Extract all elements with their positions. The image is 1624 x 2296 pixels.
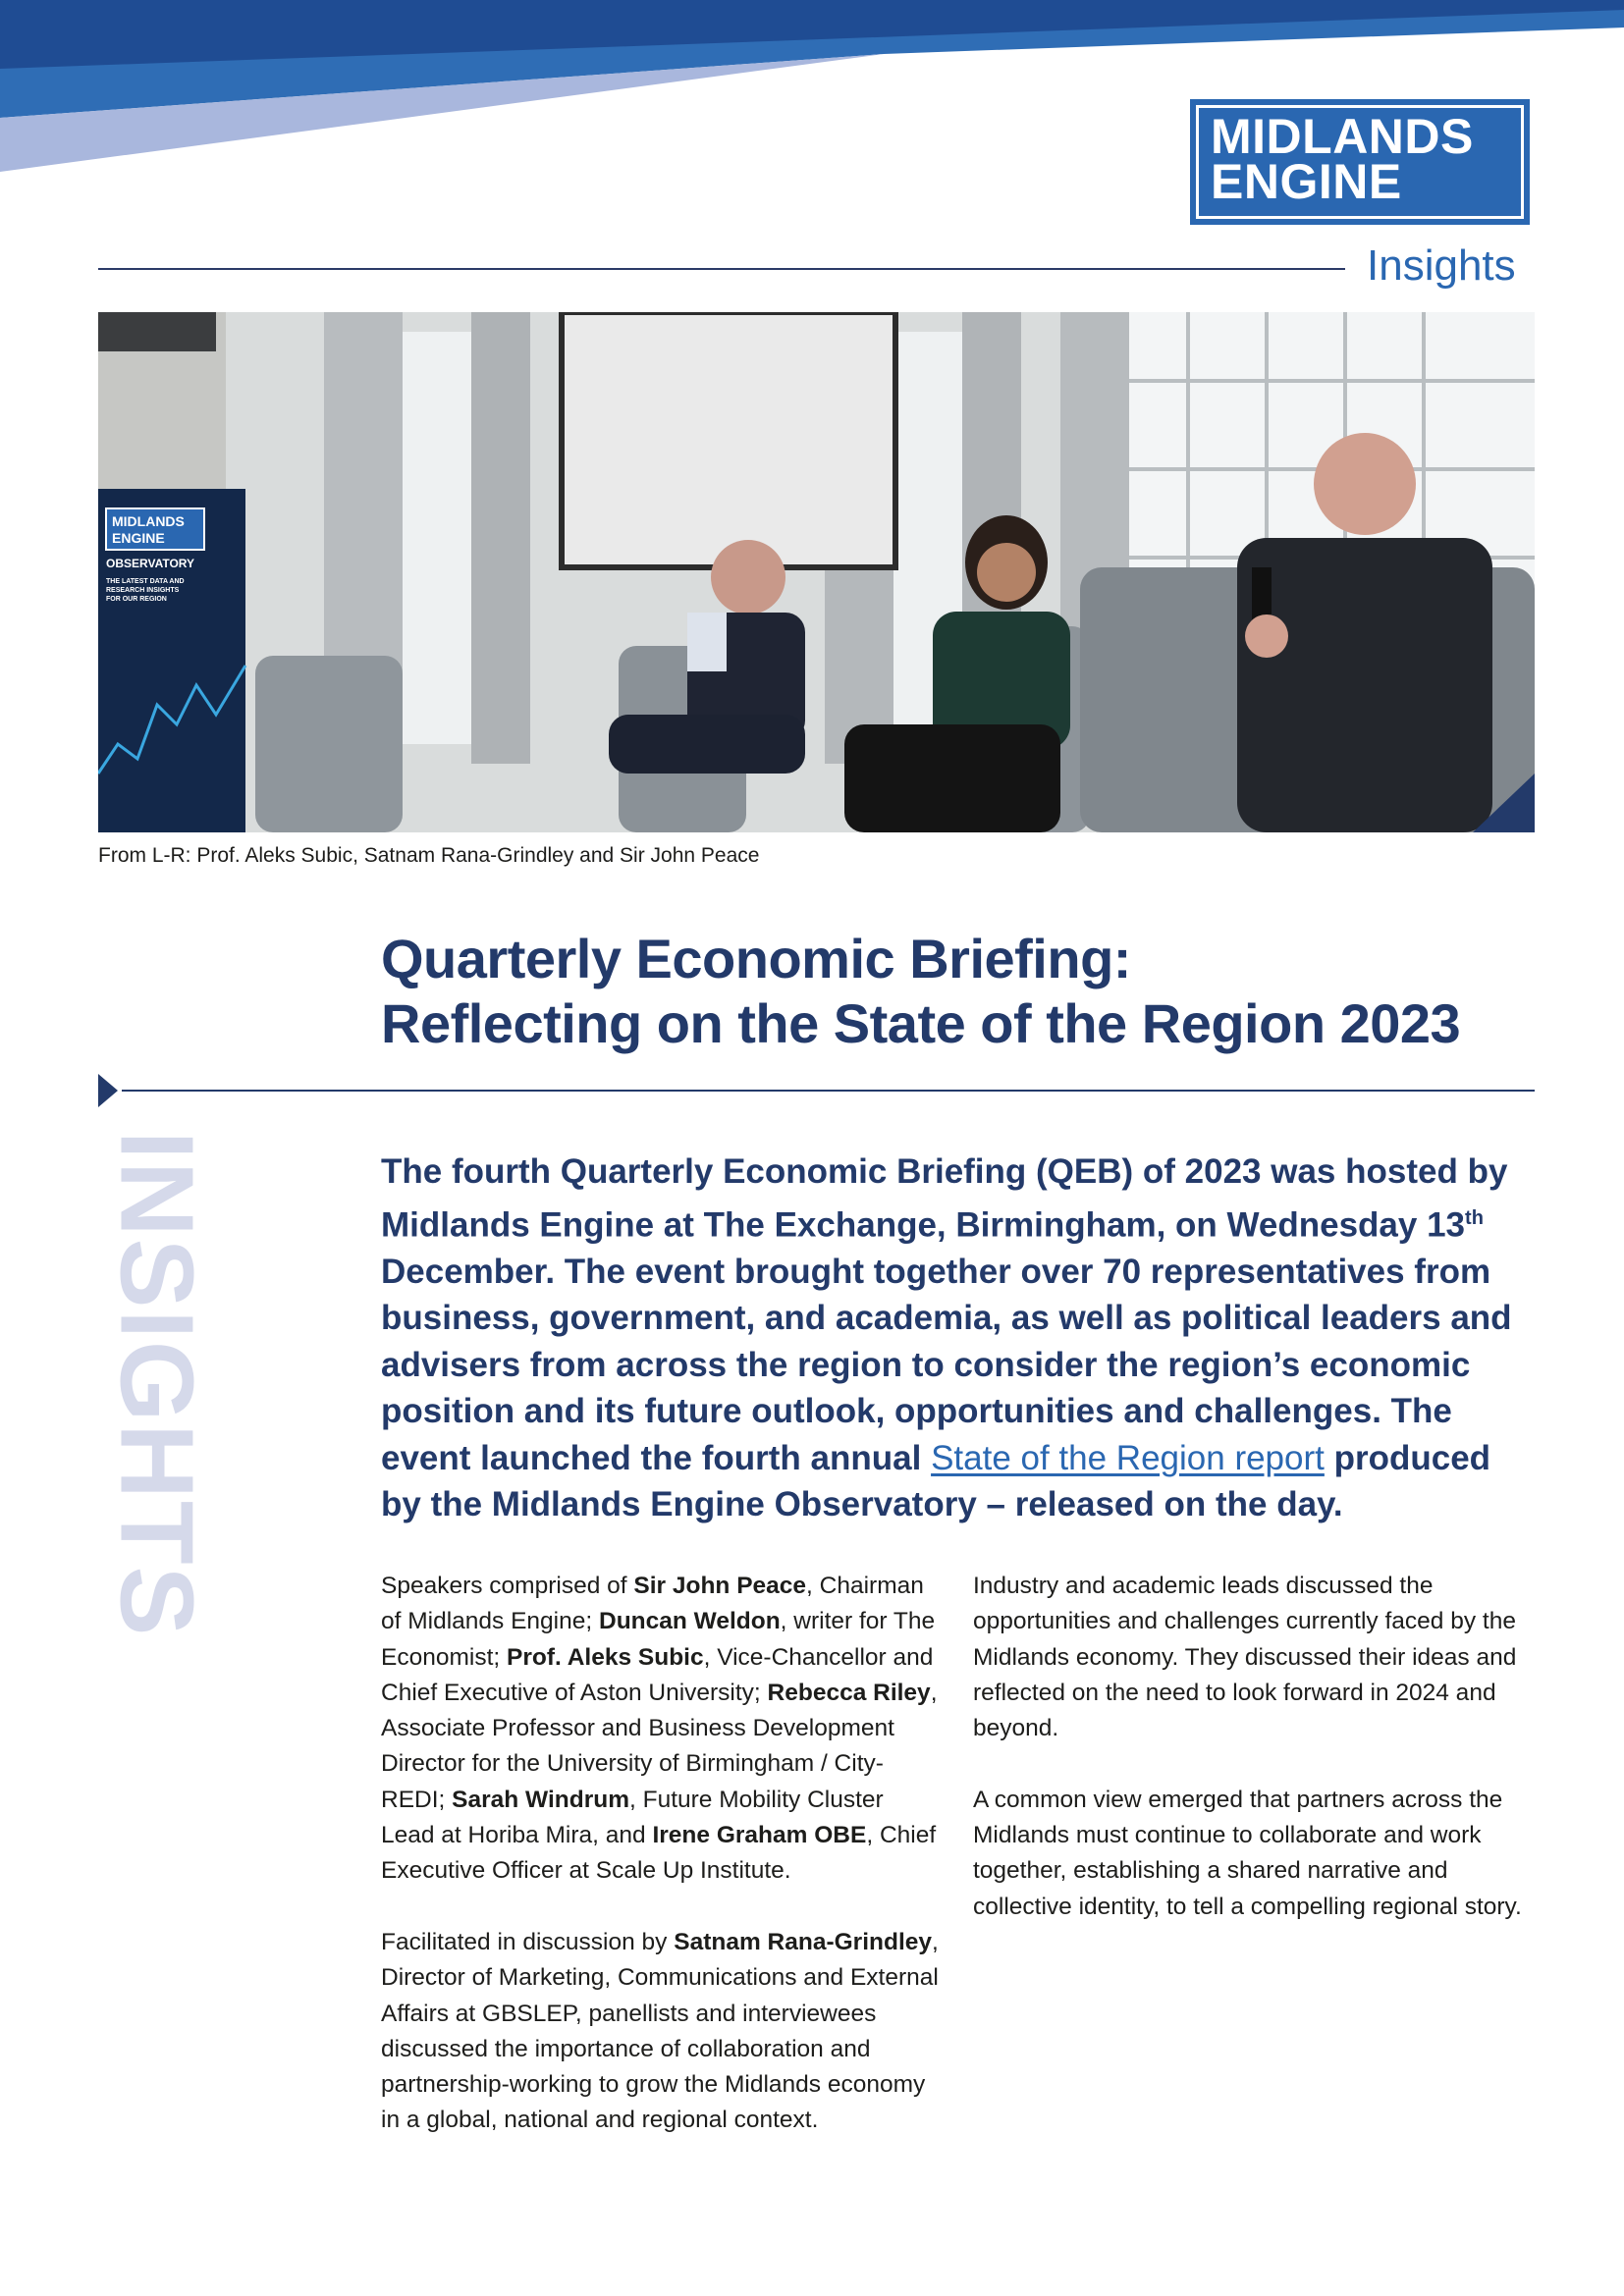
text-run: , Director of Marketing, Communications and External Affairs at GBSLEP, panellists and interviewees discussed the importance of collaboration and partnership-working to grow the Midlands economy in a global, national and regional context. <box>381 1928 939 2134</box>
photo-caption: From L-R: Prof. Aleks Subic, Satnam Rana-Grindley and Sir John Peace <box>98 844 760 867</box>
text-run: Speakers comprised of <box>381 1573 634 1599</box>
speaker-name: Duncan Weldon <box>599 1608 781 1635</box>
header-divider <box>98 268 1345 270</box>
intro-paragraph <box>381 1148 1540 1528</box>
industry-paragraph: Industry and academic leads discussed the opportunities and challenges currently faced by the Midlands economy. They discussed their ideas and reflected on the need to look forward in 2024 and beyond. <box>973 1573 1517 1742</box>
banner-text-3: OBSERVATORY <box>106 557 195 570</box>
banner-text-5: RESEARCH INSIGHTS <box>106 587 180 594</box>
banner-text-2: ENGINE <box>112 530 165 546</box>
watermark-text: INSIGHTS <box>98 1130 215 1638</box>
facilitator-paragraph <box>381 1925 941 2139</box>
text-run: , Vice-Chancellor and Chief Executive of Aston University; <box>381 1643 934 1706</box>
text-run: , writer for The Economist; <box>381 1608 936 1671</box>
event-photo <box>98 312 1535 832</box>
arrow-marker-icon <box>98 1074 118 1107</box>
speakers-paragraph <box>381 1569 941 1890</box>
right-column <box>973 1569 1543 1960</box>
speaker-name: Irene Graham OBE <box>652 1822 867 1849</box>
intro-superscript: th <box>1465 1206 1484 1229</box>
intro-text-2: December. The event brought together over 70 representatives from business, government, and academia, as well as political leaders and advisers from across the region to consider the region’s economic position and its future outlook, opportunities and challenges. The event launched the fourth annual <box>381 1252 1512 1477</box>
logo-line-2: ENGINE <box>1211 154 1402 209</box>
text-run: , Future Mobility Cluster Lead at Horiba Mira, and <box>381 1786 884 1849</box>
vertical-insights-watermark <box>98 1130 215 1638</box>
title-line-2: Reflecting on the State of the Region 2023 <box>381 992 1461 1054</box>
text-run: , Associate Professor and Business Development Director for the University of Birmingham / City-REDI; <box>381 1679 938 1813</box>
left-column <box>381 1569 941 2174</box>
intro-text-3: produced by the Midlands Engine Observatory – released on the day. <box>381 1438 1491 1524</box>
banner-text-1: MIDLANDS <box>112 513 185 529</box>
logo-line-1: MIDLANDS <box>1211 109 1474 164</box>
banner-text-4: THE LATEST DATA AND <box>106 578 185 585</box>
speaker-name: Prof. Aleks Subic <box>507 1643 704 1671</box>
page-title <box>381 927 1540 1056</box>
speaker-name: Sarah Windrum <box>452 1786 629 1813</box>
text-run: , Chairman of Midlands Engine; <box>381 1573 924 1635</box>
facilitator-name: Satnam Rana-Grindley <box>674 1928 932 1955</box>
midlands-engine-logo <box>1190 99 1530 225</box>
intro-text-1: The fourth Quarterly Economic Briefing (QEB) of 2023 was hosted by Midlands Engine at The Exchange, Birmingham, on Wednesday 13 <box>381 1152 1508 1245</box>
text-run: Facilitated in discussion by <box>381 1928 675 1955</box>
text-run: , Chief Executive Officer at Scale Up Institute. <box>381 1822 937 1885</box>
title-divider <box>122 1090 1535 1092</box>
section-label: Insights <box>1367 241 1516 290</box>
banner-text-6: FOR OUR REGION <box>106 596 167 603</box>
title-line-1: Quarterly Economic Briefing: <box>381 928 1131 989</box>
speaker-name: Sir John Peace <box>633 1573 807 1599</box>
speaker-name: Rebecca Riley <box>767 1679 931 1706</box>
common-view-paragraph: A common view emerged that partners across the Midlands must continue to collaborate and work together, establishing a shared narrative and collective identity, to tell a compelling regional story. <box>973 1786 1522 1920</box>
state-of-region-report-link[interactable]: State of the Region report <box>931 1438 1325 1477</box>
